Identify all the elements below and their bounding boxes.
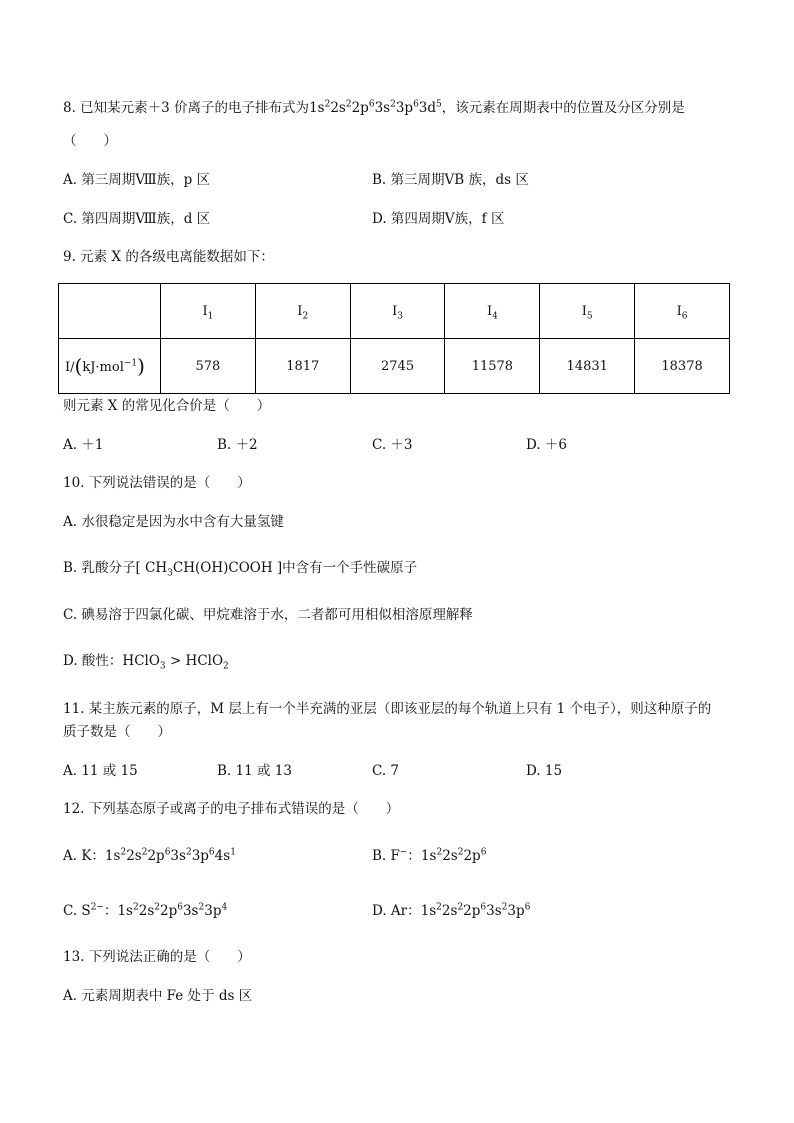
orbital-electron-count: 2 xyxy=(185,847,192,858)
orbital-electron-count: 6 xyxy=(208,847,215,858)
orbital-label: 1s xyxy=(420,903,437,919)
orbital-electron-count: 2 xyxy=(436,902,442,913)
table-header-cell: $I_6$ xyxy=(635,284,730,339)
orbital-electron-count: 6 xyxy=(177,902,183,913)
orbital-label: 2p xyxy=(160,903,178,919)
orbital-label: 2s xyxy=(126,848,142,864)
orbital-label: 3p xyxy=(204,903,222,919)
orbital-label: 4s xyxy=(214,848,231,864)
orbital-electron-count: 2 xyxy=(345,99,352,110)
orbital-label: 1s xyxy=(104,848,121,864)
table-header-cell: $I_1$ xyxy=(161,284,256,339)
q12-option-a: A. K：$1s^22s^22p^63s^23p^64s^1$ xyxy=(63,847,236,864)
q8-option-c: C. 第四周期Ⅷ族，d 区 xyxy=(63,211,211,227)
table-row xyxy=(59,339,730,394)
orbital-label: 1s xyxy=(117,903,133,919)
orbital-electron-count: 2 xyxy=(390,99,396,110)
table-cell: 2745 xyxy=(350,339,445,394)
table-header-cell: $I_2$ xyxy=(255,284,350,339)
orbital-electron-count: 2 xyxy=(133,902,139,913)
q12-option-c: C. $S^{2-}$：$1s^22s^22p^63s^23p^4$ xyxy=(63,902,228,919)
orbital-label: 3s xyxy=(182,903,199,919)
question-12-stem: 12. 下列基态原子或离子的电子排布式错误的是（ ） xyxy=(63,801,400,817)
orbital-label: 1s xyxy=(420,848,437,864)
question-9-stem: 9. 元素 X 的各级电离能数据如下： xyxy=(63,249,274,265)
orbital-label: 2s xyxy=(442,848,458,864)
table-cell: 1817 xyxy=(255,339,350,394)
table-header-cell: $I_4$ xyxy=(445,284,540,339)
q9-option-b: B. ＋2 xyxy=(217,437,258,453)
orbital-electron-count: 6 xyxy=(480,847,487,858)
orbital-label: 3s xyxy=(486,903,502,919)
orbital-electron-count: 1 xyxy=(230,847,236,858)
orbital-electron-count: 6 xyxy=(164,847,171,858)
q9-option-a: A. ＋1 xyxy=(63,437,104,453)
q10-option-a: A. 水很稳定是因为水中含有大量氢键 xyxy=(63,514,284,530)
table-cell: 18378 xyxy=(635,339,730,394)
q11-option-a: A. 11 或 15 xyxy=(63,763,138,779)
orbital-label: 2p xyxy=(463,848,481,864)
orbital-label: 2p xyxy=(351,100,369,116)
orbital-electron-count: 2 xyxy=(436,847,443,858)
table-corner-cell xyxy=(59,284,161,339)
question-8-stem: 8. 已知某元素＋3 价离子的电子排布式为$1s^22s^22p^63s^23p^63d^5$，该元素在周期表中的位置及分区分别是 xyxy=(63,99,685,116)
q10-option-b: B. 乳酸分子[ $CH_3CH(OH)COOH$ ]中含有一个手性碳原子 xyxy=(63,560,418,579)
ionization-energy-table xyxy=(58,283,730,394)
q8-config xyxy=(309,100,442,116)
orbital-label: 3p xyxy=(191,848,209,864)
orbital-label: 2s xyxy=(330,100,346,116)
orbital-electron-count: 5 xyxy=(436,99,442,110)
question-10-stem: 10. 下列说法错误的是（ ） xyxy=(63,475,251,491)
table-cell: 578 xyxy=(161,339,256,394)
orbital-label: 3d xyxy=(418,100,437,116)
orbital-label: 3s xyxy=(374,100,391,116)
table-header-cell: $I_5$ xyxy=(540,284,635,339)
orbital-electron-count: 4 xyxy=(221,902,228,913)
orbital-electron-count: 2 xyxy=(457,902,464,913)
question-13-stem: 13. 下列说法正确的是（ ） xyxy=(63,949,251,965)
orbital-label: 3p xyxy=(395,100,414,116)
q8-option-b: B. 第三周期ⅤB 族，ds 区 xyxy=(372,172,529,188)
orbital-electron-count: 2 xyxy=(154,902,160,913)
orbital-electron-count: 2 xyxy=(501,902,508,913)
orbital-electron-count: 2 xyxy=(457,847,464,858)
orbital-electron-count: 6 xyxy=(368,99,375,110)
orbital-electron-count: 2 xyxy=(198,902,205,913)
orbital-label: 2s xyxy=(441,903,458,919)
table-header-cell: $I_3$ xyxy=(350,284,445,339)
orbital-label: 2s xyxy=(138,903,155,919)
orbital-electron-count: 6 xyxy=(524,902,531,913)
table-header-row xyxy=(59,284,730,339)
orbital-electron-count: 2 xyxy=(324,99,331,110)
q13-option-a: A. 元素周期表中 Fe 处于 ds 区 xyxy=(63,988,253,1004)
q9-option-c: C. ＋3 xyxy=(372,437,413,453)
orbital-electron-count: 6 xyxy=(480,902,487,913)
orbital-label: 3p xyxy=(507,903,525,919)
orbital-label: 1s xyxy=(309,100,325,116)
table-row-label: I/(kJ·mol$^{-1}$) xyxy=(59,339,161,394)
orbital-electron-count: 2 xyxy=(120,847,127,858)
q12-option-b: B. F−：$1s^22s^22p^6$ xyxy=(372,847,487,864)
question-11-stem-line2: 质子数是（ ） xyxy=(63,724,171,740)
q11-option-b: B. 11 或 13 xyxy=(217,763,292,779)
orbital-label: 2p xyxy=(463,903,481,919)
q10-option-c: C. 碘易溶于四氯化碳、甲烷难溶于水，二者都可用相似相溶原理解释 xyxy=(63,607,473,623)
q8-option-d: D. 第四周期Ⅴ族，f 区 xyxy=(372,211,505,227)
orbital-electron-count: 2 xyxy=(141,847,148,858)
orbital-label: 3s xyxy=(170,848,186,864)
orbital-electron-count: 6 xyxy=(413,99,419,110)
question-8-paren: （ ） xyxy=(63,133,117,149)
q11-option-d: D. 15 xyxy=(526,763,563,779)
q8-option-a: A. 第三周期Ⅷ族，p 区 xyxy=(63,172,211,188)
question-11-stem-line1: 11. 某主族元素的原子，M 层上有一个半充满的亚层（即该亚层的每个轨道上只有 1 个电子），则这种原子的 xyxy=(63,701,712,717)
orbital-label: 2p xyxy=(147,848,165,864)
table-cell: 11578 xyxy=(445,339,540,394)
q10-option-d: D. 酸性：HClO$_3$ > HClO$_2$ xyxy=(63,653,229,672)
q9-option-d: D. ＋6 xyxy=(526,437,568,453)
q11-option-c: C. 7 xyxy=(372,763,400,779)
question-9-question: 则元素 X 的常见化合价是（ ） xyxy=(63,398,271,414)
q12-option-d: D. Ar：$1s^22s^22p^63s^23p^6$ xyxy=(372,902,531,919)
table-cell: 14831 xyxy=(540,339,635,394)
